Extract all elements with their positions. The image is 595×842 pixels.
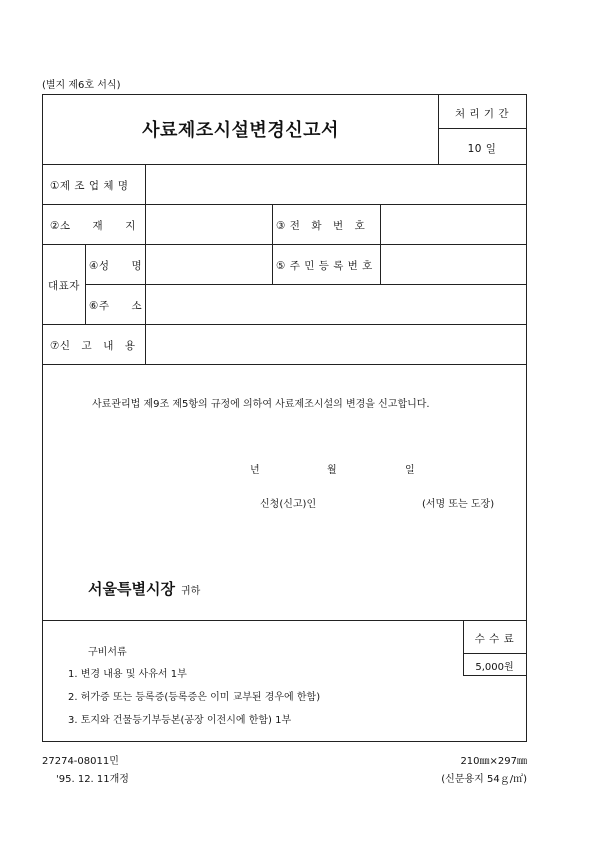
- date-year-label: 년: [250, 465, 260, 476]
- paper-type: (신문용지 54ｇ/㎡): [441, 774, 527, 785]
- rep-address-field[interactable]: [147, 286, 524, 322]
- recipient: [88, 578, 200, 599]
- date-day-label: 일: [405, 465, 415, 476]
- manufacturer-label: ①제 조 업 체 명: [50, 180, 129, 192]
- resident-number-label: ⑤ 주 민 등 록 번 호: [276, 260, 373, 272]
- revision-date: '95. 12. 11개정: [56, 774, 129, 785]
- processing-period-value: 10 일: [467, 143, 497, 155]
- phone-label: ③ 전 화 번 호: [276, 220, 366, 232]
- documents-heading: 구비서류: [88, 647, 127, 658]
- form-label: (별지 제6호 서식): [42, 80, 121, 91]
- phone-field[interactable]: [382, 206, 524, 242]
- manufacturer-field[interactable]: [147, 166, 524, 202]
- fee-label: 수 수 료: [474, 633, 515, 645]
- resident-number-field[interactable]: [382, 246, 524, 282]
- document-item: 2. 허가증 또는 등록증(등록증은 이미 교부된 경우에 한함): [68, 692, 321, 703]
- document-item: 3. 토지와 건물등기부등본(공장 이전시에 한함) 1부: [68, 715, 292, 726]
- rep-address-label: ⑥주 소: [89, 300, 143, 312]
- document-item: 1. 변경 내용 및 사유서 1부: [68, 669, 187, 680]
- report-content-field[interactable]: [147, 326, 524, 362]
- form-code: 27274-08011민: [42, 756, 119, 767]
- signature-label: (서명 또는 도장): [422, 499, 495, 510]
- paper-size: 210㎜×297㎜: [460, 756, 527, 767]
- declaration-statement: 사료관리법 제9조 제5항의 규정에 의하여 사료제조시설의 변경을 신고합니다.: [92, 399, 430, 410]
- date-month-label: 월: [327, 465, 337, 476]
- location-label: ②소 재 지: [50, 220, 136, 232]
- rep-name-label: ④성 명: [89, 260, 143, 272]
- processing-period-label: 처 리 기 간: [454, 108, 510, 120]
- location-field[interactable]: [147, 206, 270, 242]
- rep-name-field[interactable]: [147, 246, 270, 282]
- representative-label: 대표자: [48, 280, 80, 292]
- fee-value: 5,000원: [475, 662, 514, 673]
- applicant-label: 신청(신고)인: [260, 499, 317, 510]
- recipient-suffix: 귀하: [180, 586, 201, 597]
- report-content-label: ⑦신 고 내 용: [50, 340, 136, 352]
- form-title: 사료제조시설변경신고서: [142, 120, 339, 141]
- recipient-name: 서울특별시장: [88, 580, 175, 598]
